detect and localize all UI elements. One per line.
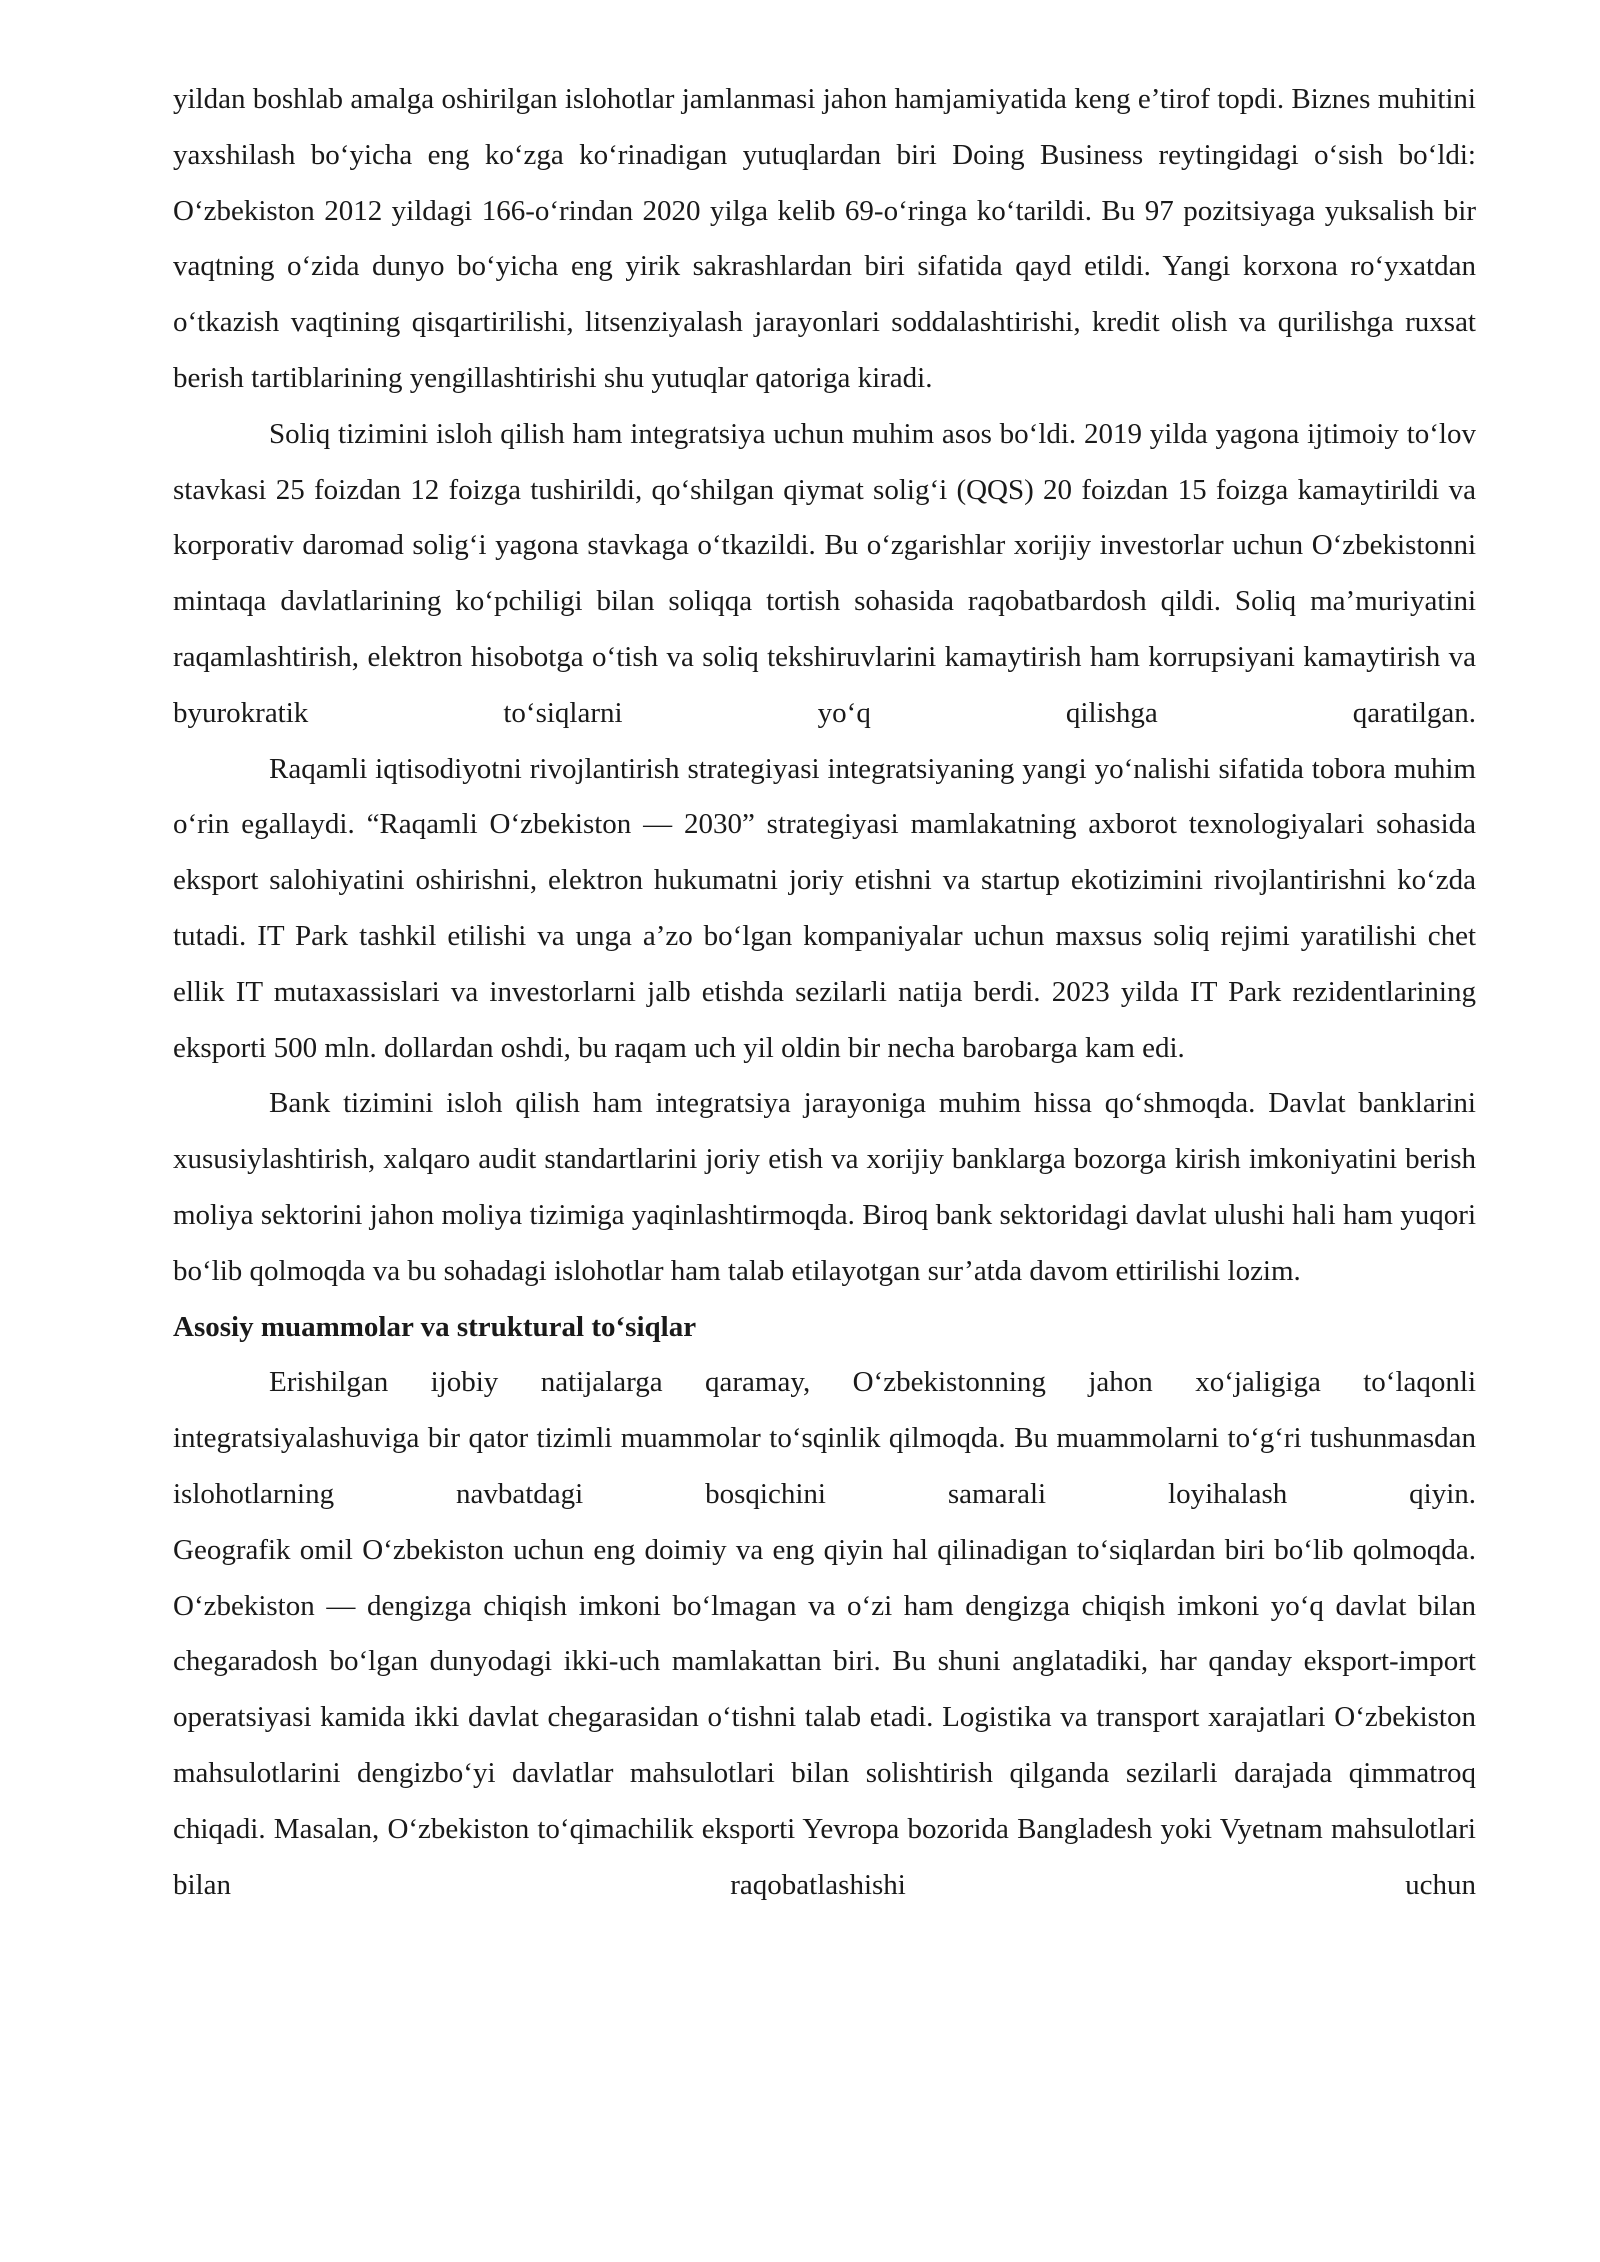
paragraph-tax-reform: Soliq tizimini isloh qilish ham integratsiya uchun muhim asos bo‘ldi. 2019 yilda yagona ijtimoiy to‘lov stavkasi 25 foizdan 12 foizga tushirildi, qo‘shilgan qiymat solig‘i (QQS) 20 foizdan 15 foizga kamaytirildi va korporativ daromad solig‘i yagona stavkaga o‘tkazildi. Bu o‘zgarishlar xorijiy investorlar uchun O‘zbekistonni mintaqa davlatlarining ko‘pchiligi bilan soliqqa tortish sohasida raqobatbardosh qildi. Soliq ma’muriyatini raqamlashtirish, elektron hisobotga o‘tish va soliq tekshiruvlarini kamaytirish ham korrupsiyani kamaytirish va byurokratik to‘siqlarni yo‘q qilishga qaratilgan. (173, 417, 1476, 729)
paragraph-banking-reform: Bank tizimini isloh qilish ham integratsiya jarayoniga muhim hissa qo‘shmoqda. Davlat banklarini xususiylashtirish, xalqaro audit standartlarini joriy etish va xorijiy banklarga bozorga kirish imkoniyatini berish moliya sektorini jahon moliya tizimiga yaqinlashtirmoqda. Biroq bank sektoridagi davlat ulushi hali ham yuqori bo‘lib qolmoqda va bu sohadagi islohotlar ham talab etilayotgan sur’atda davom ettirilishi lozim. (173, 1087, 1476, 1287)
section-heading: Asosiy muammolar va struktural to‘siqlar (173, 1310, 697, 1343)
paragraph-geography: Geografik omil O‘zbekiston uchun eng doimiy va eng qiyin hal qilinadigan to‘siqlardan biri bo‘lib qolmoqda. O‘zbekiston — dengizga chiqish imkoni bo‘lmagan va o‘zi ham dengizga chiqish imkoni yo‘q davlat bilan chegaradosh bo‘lgan dunyodagi ikki-uch mamlakattan biri. Bu shuni anglatadiki, har qanday eksport-import operatsiyasi kamida ikki davlat chegarasidan o‘tishni talab etadi. Logistika va transport xarajatlari O‘zbekiston mahsulotlarini dengizbo‘yi davlatlar mahsulotlari bilan solishtirish qilganda sezilarli darajada qimmatroq chiqadi. Masalan, O‘zbekiston to‘qimachilik eksporti Yevropa bozorida Bangladesh yoki Vyetnam mahsulotlari bilan raqobatlashishi uchun (173, 1533, 1476, 1901)
paragraph-continuation: yildan boshlab amalga oshirilgan islohotlar jamlanmasi jahon hamjamiyatida keng e’tirof topdi. Biznes muhitini yaxshilash bo‘yicha eng ko‘zga ko‘rinadigan yutuqlardan biri Doing Business reytingidagi o‘sish bo‘ldi: O‘zbekiston 2012 yildagi 166-o‘rindan 2020 yilga kelib 69-o‘ringa ko‘tarildi. Bu 97 pozitsiyaga yuksalish bir vaqtning o‘zida dunyo bo‘yicha eng yirik sakrashlardan biri sifatida qayd etildi. Yangi korxona ro‘yxatdan o‘tkazish vaqtining qisqartirilishi, litsenziyalash jarayonlari soddalashtirishi, kredit olish va qurilishga ruxsat berish tartiblarining yengillashtirishi shu yutuqlar qatoriga kiradi. (173, 83, 1476, 394)
document-page (173, 72, 1476, 1913)
paragraph-digital-economy: Raqamli iqtisodiyotni rivojlantirish strategiyasi integratsiyaning yangi yo‘nalishi sifatida tobora muhim o‘rin egallaydi. “Raqamli O‘zbekiston — 2030” strategiyasi mamlakatning axborot texnologiyalari sohasida eksport salohiyatini oshirishni, elektron hukumatni joriy etishni va startup ekotizimini rivojlantirishni ko‘zda tutadi. IT Park tashkil etilishi va unga a’zo bo‘lgan kompaniyalar uchun maxsus soliq rejimi yaratilishi chet ellik IT mutaxassislari va investorlarni jalb etishda sezilarli natija berdi. 2023 yilda IT Park rezidentlarining eksporti 500 mln. dollardan oshdi, bu raqam uch yil oldin bir necha barobarga kam edi. (173, 752, 1476, 1064)
paragraph-problems-intro: Erishilgan ijobiy natijalarga qaramay, O‘zbekistonning jahon xo‘jaligiga to‘laqonli integratsiyalashuviga bir qator tizimli muammolar to‘sqinlik qilmoqda. Bu muammolarni to‘g‘ri tushunmasdan islohotlarning navbatdagi bosqichini samarali loyihalash qiyin. (173, 1366, 1476, 1510)
